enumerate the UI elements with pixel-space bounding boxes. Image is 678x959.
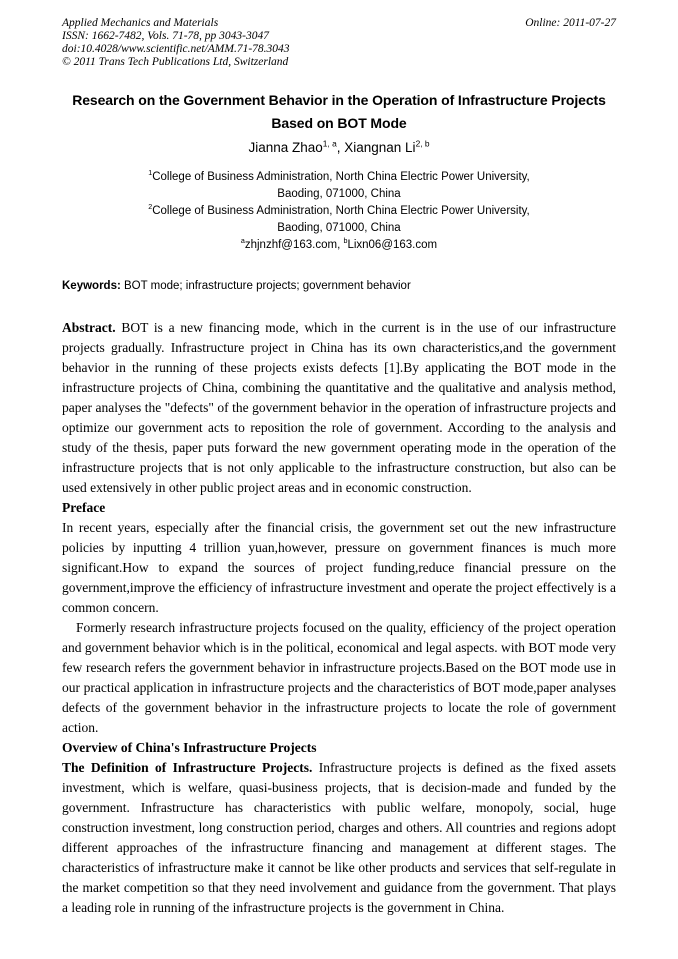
journal-header: [62, 17, 616, 69]
author-name: Xiangnan Li: [344, 140, 416, 155]
abstract-label: Abstract.: [62, 320, 116, 335]
abstract-paragraph: [62, 318, 616, 498]
section-heading-preface: Preface: [62, 500, 106, 515]
online-date: Online: 2011-07-27: [525, 17, 616, 29]
email-superscript: b: [343, 237, 348, 246]
affiliation-text: Baoding, 071000, China: [277, 222, 401, 234]
affiliation-superscript: 2: [148, 203, 153, 212]
keywords-text: BOT mode; infrastructure projects; government behavior: [120, 280, 411, 292]
journal-info-block: [62, 17, 290, 69]
keywords-line: [62, 278, 616, 294]
affiliation-line: [62, 186, 616, 203]
preface-paragraph-1: In recent years, especially after the financial crisis, the government set out the new infrastructure policies by inputting 4 trillion yuan,however, pressure on government finances is much more significant.How to expand the sources of project funding,reduce financial pressure on the government,improve the efficiency of infrastructure investment and operate the project effectively is a common concern.: [62, 520, 616, 615]
definition-text: Infrastructure projects is defined as the fixed assets investment, which is welfare, quasi-business projects, that is decision-made and funded by the government. Infrastructure has characteristics with public welfare, monopoly, social, huge construction investment, long construction period, charges and others. All countries and regions adopt different approaches of the infrastructure financing and management at different stages. The characteristics of infrastructure make it cannot be like other products and services that self-regulate in the market competition so that they need involvement and guidance from the government. That plays a leading role in running of the infrastructure projects is the government in China.: [62, 760, 616, 915]
journal-title: Applied Mechanics and Materials: [62, 17, 219, 29]
paper-title: Research on the Government Behavior in the Operation of Infrastructure Projects Based on BOT Mode: [72, 92, 606, 131]
copyright-line: © 2011 Trans Tech Publications Ltd, Switzerland: [62, 56, 289, 68]
author-superscript: 2, b: [415, 138, 430, 149]
affiliation-line: [62, 169, 616, 186]
email-superscript: a: [240, 237, 245, 246]
author-superscript: 1, a: [322, 138, 337, 149]
author-name: Jianna Zhao: [248, 140, 323, 155]
affiliation-text: College of Business Administration, North China Electric Power University,: [152, 205, 530, 217]
section-heading-overview: Overview of China's Infrastructure Projects: [62, 740, 317, 755]
affiliation-line: [62, 203, 616, 220]
issn-line: ISSN: 1662-7482, Vols. 71-78, pp 3043-3047: [62, 30, 269, 42]
authors-line: [62, 139, 616, 157]
preface-paragraph-2: Formerly research infrastructure projects focused on the quality, efficiency of the project operation and government behavior which is in the political, economical and legal aspects. with BOT mode very few research refers the government behavior in infrastructure projects.Based on the BOT mode use in our practical application in infrastructure projects and the characteristics of BOT mode,paper analyses defects of the government behavior in the infrastructure projects to locate the role of government action.: [62, 620, 616, 735]
emails-line: [62, 237, 616, 254]
doi-line: doi:10.4028/www.scientific.net/AMM.71-78.3043: [62, 43, 290, 55]
email-address: Lixn06@163.com: [347, 239, 438, 251]
keywords-label: Keywords:: [62, 280, 121, 292]
definition-paragraph: [62, 758, 616, 918]
affiliation-text: College of Business Administration, North China Electric Power University,: [152, 171, 530, 183]
affiliations-block: [62, 169, 616, 254]
email-address: zhjnzhf@163.com: [244, 239, 338, 251]
affiliation-superscript: 1: [148, 169, 153, 178]
affiliation-text: Baoding, 071000, China: [277, 188, 401, 200]
abstract-text: BOT is a new financing mode, which in the current is in the use of our infrastructure projects gradually. Infrastructure project in China has its own characteristics,and the government behavior in the running of these projects exists defects [1].By applicating the BOT mode in the infrastructure projects of China, combining the quantitative and the qualitative and analysis method, paper analyses the "defects" of the government behavior in the operation of infrastructure projects and optimize our government acts to reposition the role of government. According to the analysis and study of the thesis, paper puts forward the new government operating mode in the operation of the infrastructure projects that is not only applicable to the infrastructure construction, but also can be used extensively in other public project areas and in economic construction.: [62, 320, 616, 495]
affiliation-line: [62, 220, 616, 237]
definition-run-in-heading: The Definition of Infrastructure Projects.: [62, 760, 313, 775]
author-separator: ,: [336, 140, 345, 155]
email-separator: ,: [337, 239, 344, 251]
